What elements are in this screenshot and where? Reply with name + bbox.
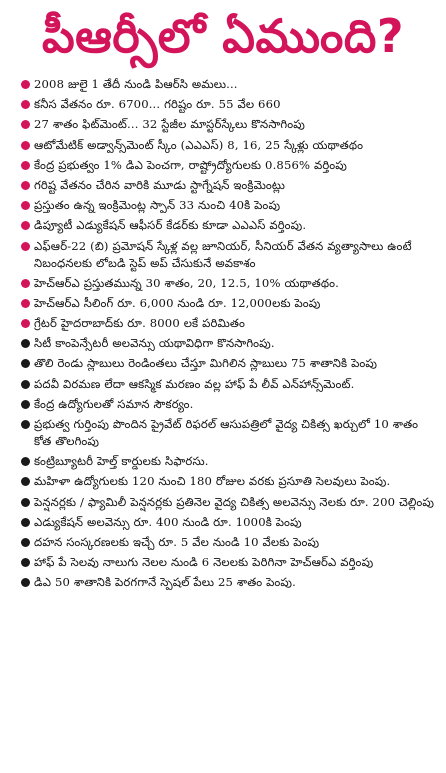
list-item bbox=[22, 473, 436, 490]
bullet-dot-icon bbox=[21, 359, 30, 368]
bullet-dot-icon bbox=[21, 380, 30, 389]
bullet-dot-icon bbox=[21, 242, 30, 251]
list-item bbox=[22, 534, 436, 551]
list-item bbox=[22, 453, 436, 470]
bullet-dot-icon bbox=[21, 299, 30, 308]
bullet-dot-icon bbox=[21, 181, 30, 190]
list-item-text: పెన్షనర్లకు / ఫ్యామిలీ పెన్షనర్లకు ప్రతినెల వైద్య చికిత్స అలవెన్సు నెలకు రూ. 200 చెల్లింపు bbox=[34, 494, 435, 509]
bullet-dot-icon bbox=[21, 518, 30, 527]
prc-points-list bbox=[22, 76, 436, 591]
list-item bbox=[22, 76, 436, 93]
list-item-text: తొలి రెండు స్లాబులు రెండింతలు చేస్తూ మిగిలిన స్లాబులు 75 శాతానికి పెంపు bbox=[34, 356, 378, 371]
bullet-dot-icon bbox=[21, 80, 30, 89]
list-item bbox=[22, 574, 436, 591]
list-item-text: ఎఫ్‌ఆర్‌-22 (బి) ప్రమోషన్‌ స్కేళ్ల వల్ల జూనియర్‌, సీనియర్‌ వేతన వ్యత్యాసాలు ఉంటే నిబంధనలకు లోబడి స్టెప్‌ అప్‌ చేసుకునే అవకాశం bbox=[34, 238, 412, 270]
list-item bbox=[22, 554, 436, 571]
list-item bbox=[22, 416, 436, 450]
list-item-text: దహన సంస్కరణలకు ఇచ్చే రూ. 5 వేల నుండి 10 వేలకు పెంపు bbox=[34, 534, 320, 549]
list-item-text: డిప్యూటీ ఎడ్యుకేషన్‌ ఆఫీసర్‌ కేడర్‌కు కూడా ఎఎఎస్‌ వర్తింపు. bbox=[34, 218, 307, 233]
list-item bbox=[22, 396, 436, 413]
list-item bbox=[22, 238, 436, 272]
list-item bbox=[22, 275, 436, 292]
bullet-dot-icon bbox=[21, 141, 30, 150]
list-item bbox=[22, 335, 436, 352]
list-item-text: ఆటోమేటిక్‌ అడ్వాన్స్‌మెంట్‌ స్కీం (ఎఎఎస్‌) 8, 16, 25 స్కేళ్లు యథాతథం bbox=[34, 137, 364, 152]
list-item-text: కంట్రిబ్యూటరీ హెల్త్‌ కార్డులకు సిఫారసు. bbox=[34, 454, 209, 469]
list-item bbox=[22, 315, 436, 332]
list-item-text: హెచ్‌ఆర్‌ఎ సీలింగ్‌ రూ. 6,000 నుండి రూ. 12,000లకు పెంపు bbox=[34, 295, 321, 310]
bullet-dot-icon bbox=[21, 538, 30, 547]
bullet-dot-icon bbox=[21, 558, 30, 567]
bullet-dot-icon bbox=[21, 100, 30, 109]
list-item-text: కేంద్ర ఉద్యోగులతో సమాన సౌకర్యం. bbox=[34, 396, 194, 411]
list-item-text: డిఎ 50 శాతానికి పెరగగానే స్పెషల్‌ పేలు 25 శాతం పెంపు. bbox=[34, 575, 296, 590]
list-item bbox=[22, 177, 436, 194]
bullet-dot-icon bbox=[21, 339, 30, 348]
page-title: పీఆర్సీలో ఏముంది? bbox=[41, 9, 405, 63]
bullet-dot-icon bbox=[21, 420, 30, 429]
list-item-text: హెచ్‌ఆర్‌ఎ ప్రస్తుతమున్న 30 శాతం, 20, 12.5, 10% యథాతథం. bbox=[34, 275, 339, 290]
list-item bbox=[22, 197, 436, 214]
list-item-text: పదవీ విరమణ లేదా ఆకస్మిక మరణం వల్ల హాఫ్‌ పే లీవ్‌ ఎన్‌హాన్స్‌మెంట్‌. bbox=[34, 376, 355, 391]
bullet-dot-icon bbox=[21, 161, 30, 170]
list-item-text: ఎడ్యుకేషన్‌ అలవెన్సు రూ. 400 నుండి రూ. 1000కి పెంపు bbox=[34, 514, 302, 529]
list-item bbox=[22, 157, 436, 174]
list-item-text: హాఫ్‌ పే సెలవు నాలుగు నెలల నుండి 6 నెలలకు పెరిగినా హెచ్‌ఆర్‌ఎ వర్తింపు bbox=[34, 555, 374, 570]
list-item-text: గరిష్ట వేతనం చేరిన వారికి మూడు స్టాగ్నేషన్‌ ఇంక్రిమెంట్లు bbox=[34, 177, 286, 192]
list-item bbox=[22, 116, 436, 133]
bullet-dot-icon bbox=[21, 400, 30, 409]
list-item-text: మహిళా ఉద్యోగులకు 120 నుంచి 180 రోజుల వరకు ప్రసూతి సెలవులు పెంపు. bbox=[34, 474, 391, 489]
bullet-dot-icon bbox=[21, 477, 30, 486]
list-item bbox=[22, 96, 436, 113]
list-item bbox=[22, 376, 436, 393]
list-item bbox=[22, 514, 436, 531]
bullet-dot-icon bbox=[21, 279, 30, 288]
bullet-dot-icon bbox=[21, 201, 30, 210]
bullet-dot-icon bbox=[21, 120, 30, 129]
list-item bbox=[22, 137, 436, 154]
list-item-text: గ్రేటర్‌ హైదరాబాద్‌కు రూ. 8000 లకే పరిమితం bbox=[34, 316, 245, 331]
list-item-text: 2008 జులై 1 తేదీ నుండి పిఆర్‌సి అమలు... bbox=[34, 77, 238, 91]
list-item bbox=[22, 295, 436, 312]
bullet-dot-icon bbox=[21, 457, 30, 466]
bullet-dot-icon bbox=[21, 319, 30, 328]
list-item-text: కనీస వేతనం రూ. 6700... గరిష్టం రూ. 55 వేల 660 bbox=[34, 97, 281, 112]
list-item-text: ప్రస్తుతం ఉన్న ఇంక్రిమెంట్ల స్పాన్‌ 33 నుంచి 40కి పెంపు bbox=[34, 198, 281, 213]
list-item bbox=[22, 355, 436, 372]
list-item-text: కేంద్ర ప్రభుత్వం 1% డిఎ పెంచగా, రాష్ట్రోద్యోగులకు 0.856% వర్తింపు bbox=[34, 157, 348, 172]
bullet-dot-icon bbox=[21, 578, 30, 587]
bullet-dot-icon bbox=[21, 221, 30, 230]
list-item bbox=[22, 217, 436, 234]
list-item bbox=[22, 494, 436, 511]
list-item-text: సిటీ కాంపెన్సేటరీ అలవెన్సు యథావిధిగా కొనసాగింపు. bbox=[34, 336, 275, 351]
list-item-text: ప్రభుత్వ గుర్తింపు పొందిన ప్రైవేట్‌ రిఫరల్‌ ఆసుపత్రిలో వైద్య చికిత్స ఖర్చులో 10 శాతం కోత తొలగింపు bbox=[34, 417, 419, 448]
list-item-text: 27 శాతం ఫిట్‌మెంట్‌... 32 స్టేజీల మాస్టర్‌స్కేలు కొనసాగింపు bbox=[34, 117, 305, 132]
bullet-dot-icon bbox=[21, 498, 30, 507]
